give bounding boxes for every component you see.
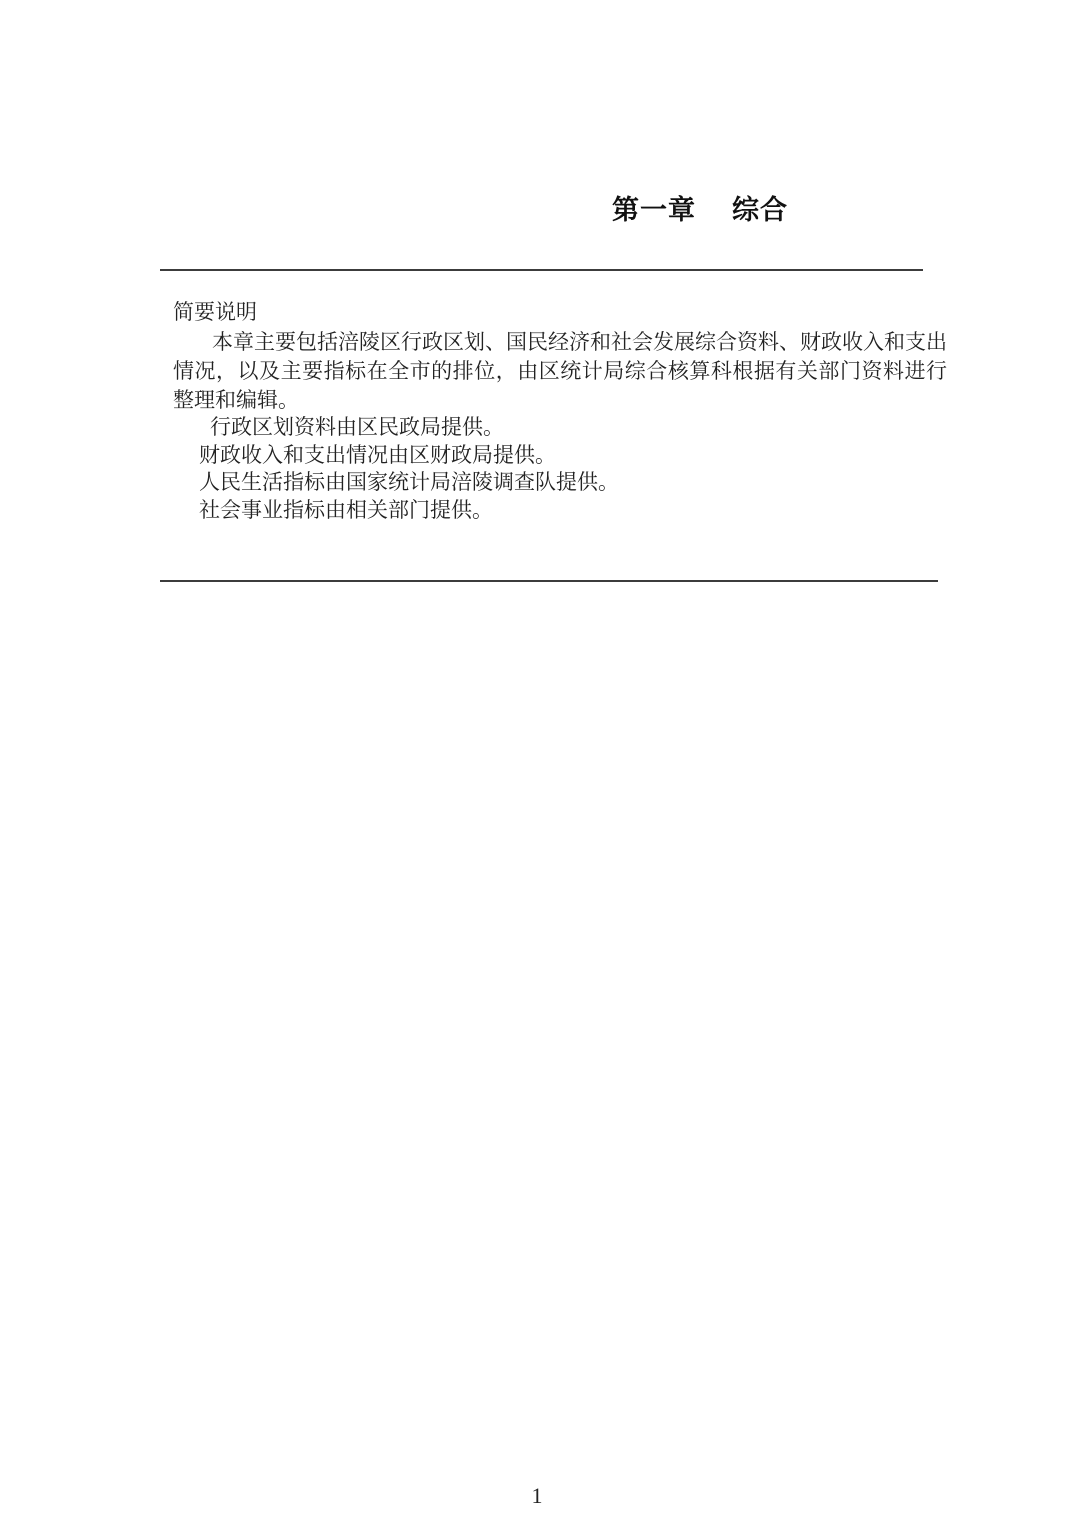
- source-item-administrative-divisions: 行政区划资料由区民政局提供。: [210, 415, 504, 439]
- chapter-title: [612, 197, 788, 224]
- chapter-number: 第一章: [612, 195, 696, 225]
- source-list: [199, 414, 619, 524]
- source-item-people-livelihood: 人民生活指标由国家统计局涪陵调查队提供。: [199, 470, 619, 494]
- horizontal-rule-top: [160, 269, 923, 271]
- chapter-name: 综合: [732, 195, 788, 225]
- source-item-fiscal: 财政收入和支出情况由区财政局提供。: [199, 442, 556, 467]
- summary-heading: 简要说明: [173, 300, 257, 324]
- summary-paragraph: 本章主要包括涪陵区行政区划、国民经济和社会发展综合资料、财政收入和支出情况，以及主要指标在全市的排位，由区统计局综合核算科根据有关部门资料进行整理和编辑。: [173, 330, 947, 412]
- source-item-social-programs: 社会事业指标由相关部门提供。: [199, 497, 493, 522]
- page-number: 1: [531, 1483, 543, 1508]
- horizontal-rule-bottom: [160, 580, 938, 582]
